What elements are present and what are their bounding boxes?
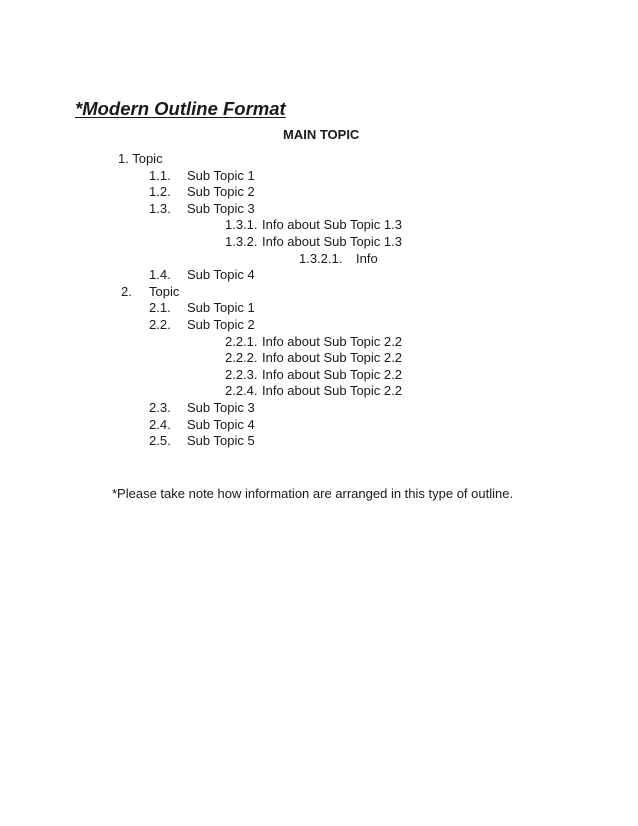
- outline-item-text: Topic: [149, 283, 180, 299]
- outline-item-number: 2.2.3.: [225, 366, 258, 382]
- outline-item-number: 2.3.: [149, 400, 171, 415]
- outline-item-number: 2.2.4.: [225, 383, 258, 399]
- outline-item-text: Sub Topic 3: [187, 400, 255, 415]
- outline-item-number: 1.3.1.: [225, 217, 258, 233]
- outline-item-number: 1.3.2.1.: [299, 250, 343, 266]
- outline-item-text: Sub Topic 4: [187, 416, 255, 432]
- outline-item-text: Sub Topic 5: [187, 433, 255, 449]
- outline-item-text: Info about Sub Topic 2.2: [262, 383, 402, 399]
- outline-item-number: 2.2.2.: [225, 350, 258, 366]
- outline-item-number: 1.4.: [149, 267, 171, 283]
- outline-item-text: Sub Topic 4: [187, 267, 255, 283]
- outline-item-number: 1.3.2.: [225, 234, 258, 249]
- outline-item-text: Sub Topic 2: [187, 317, 255, 332]
- outline-item-number: 2.4.: [149, 416, 171, 432]
- outline-item-text: Info about Sub Topic 2.2: [262, 350, 402, 366]
- outline-item-text: Info about Sub Topic 1.3: [262, 234, 402, 249]
- outline-item-number: 2.2.: [149, 317, 171, 332]
- outline-item-number: 2.: [121, 283, 132, 299]
- outline-item-text: Info about Sub Topic 2.2: [262, 333, 402, 349]
- document-title: *Modern Outline Format: [75, 98, 286, 119]
- outline-item-number: 1.3.: [149, 200, 171, 216]
- outline-item-number: 1.1.: [149, 167, 171, 183]
- main-topic-heading: MAIN TOPIC: [283, 127, 360, 142]
- outline-item-text: Sub Topic 1: [187, 167, 255, 183]
- outline-item-number: 1. Topic: [118, 151, 163, 166]
- outline-item-number: 2.1.: [149, 300, 171, 316]
- outline-item-text: Info about Sub Topic 2.2: [262, 366, 402, 382]
- outline-item-number: 2.2.1.: [225, 333, 258, 349]
- outline-item-text: Sub Topic 2: [187, 184, 255, 200]
- outline-item-text: Info about Sub Topic 1.3: [262, 217, 402, 233]
- outline-item-text: Sub Topic 3: [187, 200, 255, 216]
- footer-note: *Please take note how information are arranged in this type of outline.: [112, 486, 514, 501]
- outline-item-text: Sub Topic 1: [187, 300, 255, 316]
- outline-item-text: Info: [356, 250, 378, 266]
- outline-item-number: 1.2.: [149, 184, 171, 200]
- outline-item-number: 2.5.: [149, 433, 171, 449]
